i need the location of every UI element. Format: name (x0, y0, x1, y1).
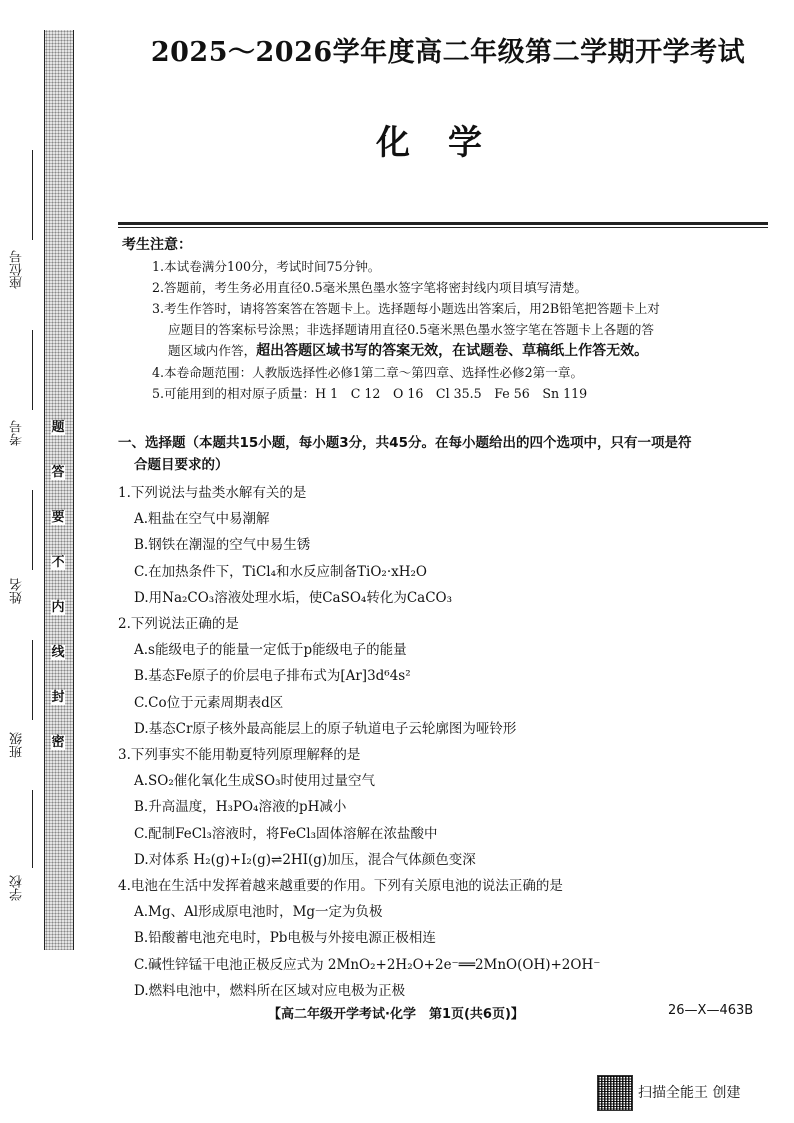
field-seat-number: 座位号 (10, 250, 25, 289)
question-option: D.用Na₂CO₃溶液处理水垢，使CaSO₄转化为CaCO₃ (134, 589, 453, 606)
field-exam-number-line (32, 330, 33, 410)
field-school-line (32, 790, 33, 868)
question-option: D.燃料电池中，燃料所在区域对应电极为正极 (134, 982, 406, 999)
question-stem: 2.下列说法正确的是 (118, 616, 239, 633)
section-heading-line: 一、选择题（本题共15小题，每小题3分，共45分。在每小题给出的四个选项中，只有一项是符 (118, 435, 692, 451)
binding-char: 答 (51, 465, 65, 480)
question-option: C.碱性锌锰干电池正极反应式为 2MnO₂+2H₂O+2e⁻══2MnO(OH)+2OH⁻ (134, 956, 601, 973)
notice-heading: 考生注意： (122, 237, 192, 253)
qr-code-icon (597, 1075, 633, 1111)
question-option: A.Mg、Al形成原电池时，Mg一定为负极 (134, 904, 383, 921)
field-class-line (32, 640, 33, 720)
binding-char: 内 (51, 600, 65, 615)
question-option: D.基态Cr原子核外最高能层上的原子轨道电子云轮廓图为哑铃形 (134, 720, 517, 737)
header-rule-thin (118, 227, 768, 228)
notice-item: 2.答题前，考生务必用直径0.5毫米黑色墨水签字笔将密封线内项目填写清楚。 (152, 280, 588, 295)
question-option: C.Co位于元素周期表d区 (134, 694, 284, 711)
notice-item: 5.可能用到的相对原子质量：H 1 C 12 O 16 Cl 35.5 Fe 56 Sn 119 (152, 386, 588, 401)
question-option: A.粗盐在空气中易潮解 (134, 511, 270, 528)
page-footer: 【高二年级开学考试·化学 第1页(共6页)】 (268, 1007, 524, 1022)
question-list (118, 480, 768, 1004)
header-rule-thick (118, 222, 768, 225)
binding-char: 要 (51, 510, 65, 525)
binding-char: 不 (51, 555, 65, 570)
field-school: 学校 (10, 875, 25, 901)
binding-char: 密 (51, 735, 65, 750)
question-option: B.钢铁在潮湿的空气中易生锈 (134, 537, 311, 554)
section-heading-line: 合题目要求的） (134, 457, 229, 473)
question-option: D.对体系 H₂(g)+I₂(g)⇌2HI(g)加压，混合气体颜色变深 (134, 851, 476, 868)
subject-title: 化学 (376, 123, 520, 163)
notice-item (152, 340, 768, 362)
notice-emphasis: 超出答题区域书写的答案无效，在试题卷、草稿纸上作答无效。 (256, 343, 649, 359)
notice-item: 3.考生作答时，请将答案答在答题卡上。选择题每小题选出答案后，用2B铅笔把答题卡上对 (152, 301, 660, 316)
notice-item-text: 题区域内作答， (168, 343, 257, 358)
binding-char: 线 (51, 645, 65, 660)
notice-list (152, 256, 768, 404)
field-name-line (32, 490, 33, 570)
field-name: 姓名 (10, 578, 25, 604)
scanner-watermark: 扫描全能王 创建 (638, 1085, 741, 1101)
paper-code: 26—X—463B (668, 1003, 754, 1018)
field-exam-number: 考号 (10, 420, 25, 446)
question-option: B.铅酸蓄电池充电时，Pb电极与外接电源正极相连 (134, 930, 436, 947)
question-option: C.在加热条件下，TiCl₄和水反应制备TiO₂·xH₂O (134, 563, 427, 580)
question-option: A.s能级电子的能量一定低于p能级电子的能量 (134, 642, 407, 659)
question-option: A.SO₂催化氧化生成SO₃时使用过量空气 (134, 773, 375, 790)
question-option: C.配制FeCl₃溶液时，将FeCl₃固体溶解在浓盐酸中 (134, 825, 438, 842)
question-stem: 1.下列说法与盐类水解有关的是 (118, 485, 307, 501)
question-stem: 4.电池在生活中发挥着越来越重要的作用。下列有关原电池的说法正确的是 (118, 878, 563, 895)
question-stem: 3.下列事实不能用勒夏特列原理解释的是 (118, 747, 361, 764)
section-heading (118, 432, 768, 476)
binding-strip-text (44, 420, 72, 750)
binding-char: 封 (51, 690, 65, 705)
notice-item: 4.本卷命题范围：人教版选择性必修1第二章～第四章、选择性必修2第一章。 (152, 365, 584, 380)
binding-char: 题 (51, 420, 65, 435)
notice-item: 应题目的答案标号涂黑；非选择题请用直径0.5毫米黑色墨水签字笔在答题卡上各题的答 (168, 322, 654, 337)
field-class: 班级 (10, 732, 25, 758)
exam-title: 2025～2026学年度高二年级第二学期开学考试 (150, 37, 746, 68)
notice-item: 1.本试卷满分100分，考试时间75分钟。 (152, 259, 381, 274)
question-option: B.基态Fe原子的价层电子排布式为[Ar]3d⁶4s² (134, 668, 411, 685)
field-seat-number-line (32, 150, 33, 240)
question-option: B.升高温度，H₃PO₄溶液的pH减小 (134, 799, 347, 816)
